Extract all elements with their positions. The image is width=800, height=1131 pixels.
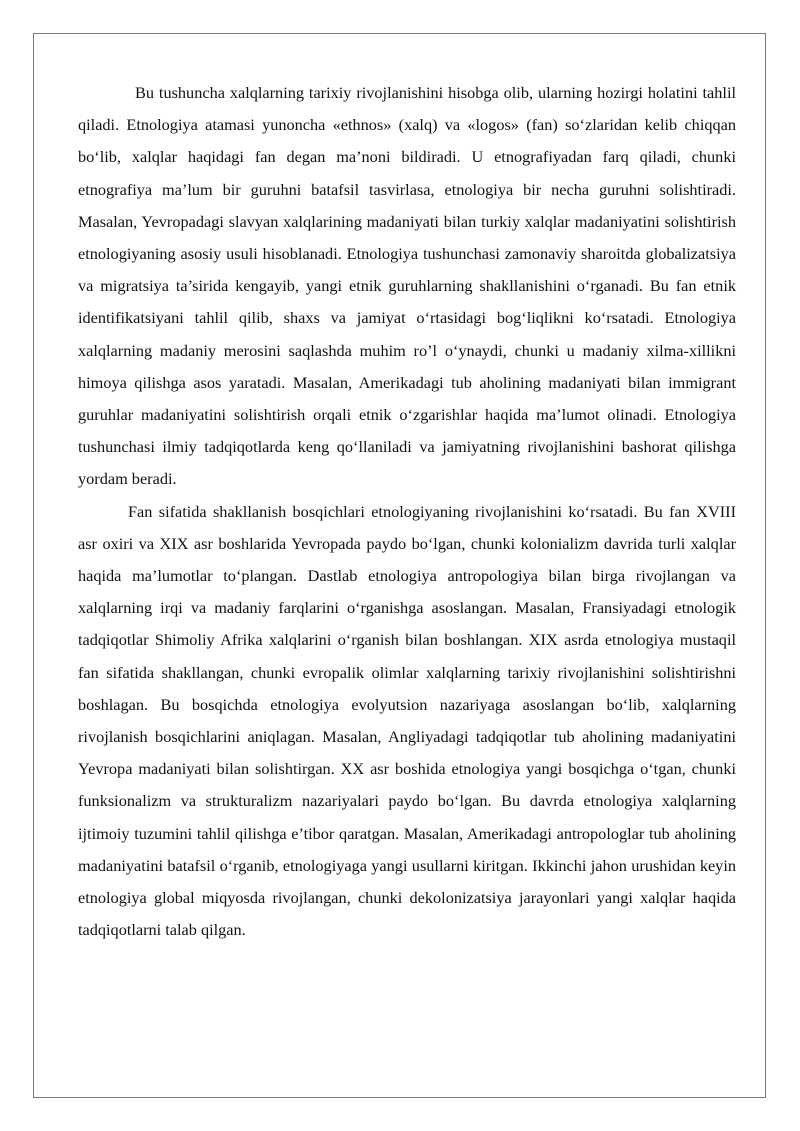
document-body — [78, 77, 736, 946]
paragraph-1: Bu tushuncha xalqlarning tarixiy rivojlanishini hisobga olib, ularning hozirgi holatini tahlil qiladi. Etnologiya atamasi yunoncha «ethnos» (xalq) va «logos» (fan) so‘zlaridan kelib chiqqan bo‘lib, xalqlar haqidagi fan degan ma’noni bildiradi. U etnografiyadan farq qiladi, chunki etnografiya ma’lum bir guruhni batafsil tasvirlasa, etnologiya bir necha guruhni solishtiradi. Masalan, Yevropadagi slavyan xalqlarining madaniyati bilan turkiy xalqlar madaniyatini solishtirish etnologiyaning asosiy usuli hisoblanadi. Etnologiya tushunchasi zamonaviy sharoitda globalizatsiya va migratsiya ta’sirida kengayib, yangi etnik guruhlarning shakllanishini o‘rganadi. Bu fan etnik identifikatsiyani tahlil qilib, shaxs va jamiyat o‘rtasidagi bog‘liqlikni ko‘rsatadi. Etnologiya xalqlarning madaniy merosini saqlashda muhim ro’l o‘ynaydi, chunki u madaniy xilma-xillikni himoya qilishga asos yaratadi. Masalan, Amerikadagi tub aholining madaniyati bilan immigrant guruhlar madaniyatini solishtirish orqali etnik o‘zgarishlar haqida ma’lumot olinadi. Etnologiya tushunchasi ilmiy tadqiqotlarda keng qo‘llaniladi va jamiyatning rivojlanishini bashorat qilishga yordam beradi. — [78, 83, 736, 489]
page-frame — [33, 33, 766, 1098]
paragraph-2: Fan sifatida shakllanish bosqichlari etnologiyaning rivojlanishini ko‘rsatadi. Bu fan XVIII asr oxiri va XIX asr boshlarida Yevropada paydo bo‘lgan, chunki kolonializm davrida turli xalqlar haqida ma’lumotlar to‘plangan. Dastlab etnologiya antropologiya bilan birga rivojlangan va xalqlarning irqi va madaniy farqlarini o‘rganishga asoslangan. Masalan, Fransiyadagi etnologik tadqiqotlar Shimoliy Afrika xalqlarini o‘rganish bilan boshlangan. XIX asrda etnologiya mustaqil fan sifatida shakllangan, chunki evropalik olimlar xalqlarning tarixiy rivojlanishini solishtirishni boshlagan. Bu bosqichda etnologiya evolyutsion nazariyaga asoslangan bo‘lib, xalqlarning rivojlanish bosqichlarini aniqlagan. Masalan, Angliyadagi tadqiqotlar tub aholining madaniyatini Yevropa madaniyati bilan solishtirgan. XX asr boshida etnologiya yangi bosqichga o‘tgan, chunki funksionalizm va strukturalizm nazariyalari paydo bo‘lgan. Bu davrda etnologiya xalqlarning ijtimoiy tuzumini tahlil qilishga e’tibor qaratgan. Masalan, Amerikadagi antropologlar tub aholining madaniyatini batafsil o‘rganib, etnologiyaga yangi usullarni kiritgan. Ikkinchi jahon urushidan keyin etnologiya global miqyosda rivojlangan, chunki dekolonizatsiya jarayonlari yangi xalqlar haqida tadqiqotlarni talab qilgan. — [78, 501, 736, 940]
